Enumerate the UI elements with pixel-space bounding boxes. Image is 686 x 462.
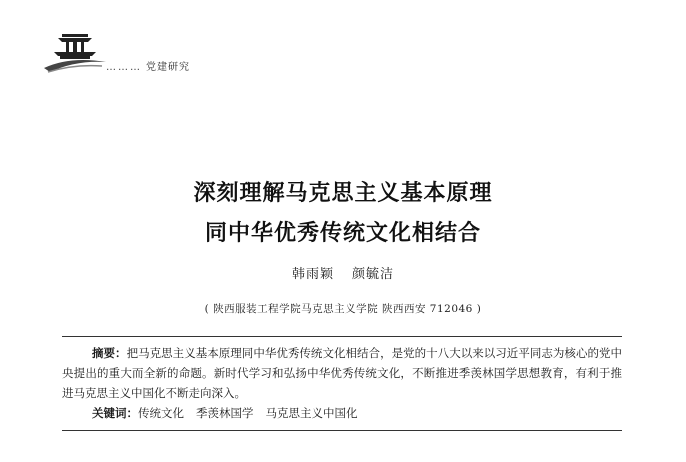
section-dots: ……… bbox=[106, 62, 142, 73]
author-list bbox=[0, 263, 686, 282]
section-label bbox=[106, 58, 190, 73]
divider-bottom bbox=[62, 430, 622, 431]
author-name: 韩雨颖 bbox=[291, 267, 334, 282]
keywords-label: 关键词： bbox=[92, 406, 138, 420]
keywords bbox=[92, 405, 358, 421]
keyword: 马克思主义中国化 bbox=[265, 406, 358, 420]
journal-logo-icon bbox=[40, 28, 110, 76]
article-title-line-2: 同中华优秀传统文化相结合 bbox=[204, 221, 481, 246]
article-title-line-1: 深刻理解马克思主义基本原理 bbox=[193, 181, 493, 206]
author-affiliation: ( 陕西服装工程学院马克思主义学院 陕西西安 712046 ) bbox=[204, 303, 482, 315]
abstract-label: 摘要： bbox=[92, 346, 127, 360]
abstract-text: 把马克思主义基本原理同中华优秀传统文化相结合，是党的十八大以来以习近平同志为核心的党中央提出的重大而全新的命题。新时代学习和弘扬中华优秀传统文化，不断推进季羡林国学思想教育，有利于推进马克思主义中国化不断走向深入。 bbox=[62, 346, 623, 400]
abstract bbox=[62, 343, 622, 403]
section-name: 党建研究 bbox=[146, 62, 190, 73]
divider-top bbox=[62, 336, 622, 337]
author-name: 颜毓洁 bbox=[352, 267, 395, 282]
keyword: 传统文化 bbox=[138, 406, 184, 420]
keyword: 季羡林国学 bbox=[196, 406, 254, 420]
